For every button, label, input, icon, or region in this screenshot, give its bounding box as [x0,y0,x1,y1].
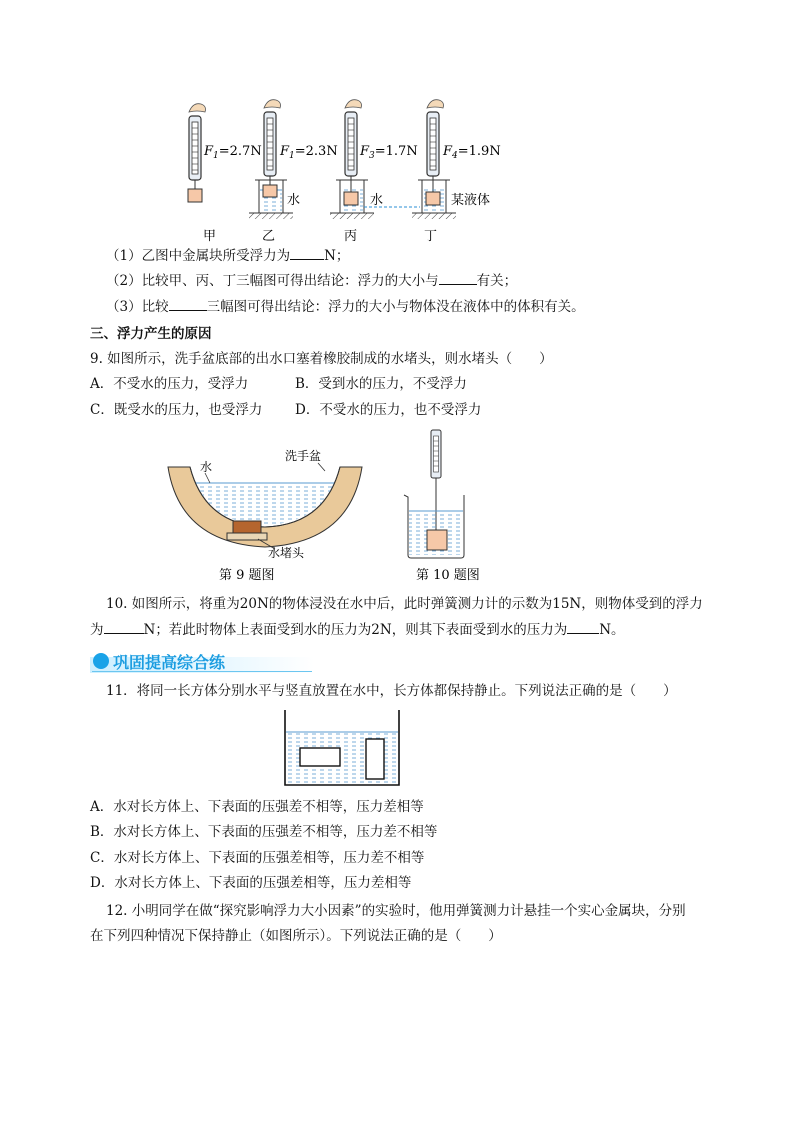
spring-scale-figure [0,0,800,250]
water-label-c: 水 [370,193,384,208]
metal-block-b [263,185,277,197]
q9-option-d[interactable]: D．不受水的压力，也不受浮力 [295,402,482,418]
water-label-b: 水 [287,193,301,208]
q9-option-b[interactable]: B．受到水的压力，不受浮力 [295,376,467,392]
caption-a: 甲 [203,229,217,244]
figures-9-10 [0,425,800,590]
metal-block-a [188,189,202,202]
horizontal-block [300,748,340,766]
q8-item-3: （3）比较 三幅图可得出结论：浮力的大小与物体没在液体中的体积有关。 [106,299,585,315]
fig9-caption: 第 9 题图 [219,568,275,583]
q11-option-a[interactable]: A．水对长方体上、下表面的压强差不相等，压力差相等 [90,799,424,815]
q9-stem: 9. 如图所示，洗手盆底部的出水口塞着橡胶制成的水堵头，则水堵头（ ） [90,351,553,367]
q12-line-1: 12. 小明同学在做“探究影响浮力大小因素”的实验时，他用弹簧测力计悬挂一个实心金属块，分别 [106,903,686,919]
q11-option-d[interactable]: D．水对长方体上、下表面的压强差相等，压力差相等 [90,875,412,891]
force-label-3: $F_3=1.7N$ [360,144,418,161]
blank-3[interactable] [169,297,207,311]
fig10-caption: 第 10 题图 [416,568,480,583]
metal-block-d [426,192,440,205]
force-label-2: $F_1=2.3N$ [280,144,338,161]
blank-q10-1[interactable] [104,620,144,634]
scale-c [330,100,374,219]
liquid-label: 某液体 [451,193,491,208]
q10-line-1: 10. 如图所示，将重为20N的物体浸没在水中后，此时弹簧测力计的示数为15N，则物体受到的浮力 [106,596,703,612]
beaker-scale-diagram [404,430,464,558]
vertical-block [366,739,384,779]
caption-b: 乙 [262,229,276,244]
caption-c: 丙 [344,229,358,244]
caption-d: 丁 [424,229,438,244]
force-label-1: $F_1=2.7N$ [204,144,262,161]
q9-option-c[interactable]: C．既受水的压力，也受浮力 [90,402,263,418]
metal-block-c [344,192,358,205]
plug-label: 水堵头 [268,546,305,560]
submerged-block [427,530,447,550]
q11-option-b[interactable]: B．水对长方体上、下表面的压强差不相等，压力差不相等 [90,824,438,840]
basin-water-label: 水 [200,460,213,474]
basin-label: 洗手盆 [285,449,322,463]
banner-bullet-icon [93,653,109,669]
scale-a [188,104,206,202]
q10-line-2: 为 N；若此时物体上表面受到水的压力为2N，则其下表面受到水的压力为 N。 [90,622,625,638]
blank-1[interactable] [290,246,324,260]
q9-option-a[interactable]: A．不受水的压力，受浮力 [90,376,249,392]
blank-q10-2[interactable] [567,620,599,634]
q12-line-2: 在下列四种情况下保持静止（如图所示）。下列说法正确的是（ ） [90,928,502,944]
section-3-title: 三、浮力产生的原因 [90,326,212,342]
q8-item-2: （2）比较甲、丙、丁三幅图可得出结论：浮力的大小与 有关； [106,273,518,289]
q11-stem: 11．将同一长方体分别水平与竖直放置在水中，长方体都保持静止。下列说法正确的是（ ） [106,683,677,699]
q8-item-1: （1）乙图中金属块所受浮力为 N； [106,248,350,264]
banner-title: 巩固提高综合练 [113,653,226,672]
force-label-4: $F_4=1.9N$ [443,144,501,161]
basin-diagram [168,463,362,549]
scale-d [412,100,456,219]
q11-tank-diagram [280,708,405,788]
q11-option-c[interactable]: C．水对长方体上、下表面的压强差相等，压力差不相等 [90,850,425,866]
blank-2[interactable] [439,271,477,285]
